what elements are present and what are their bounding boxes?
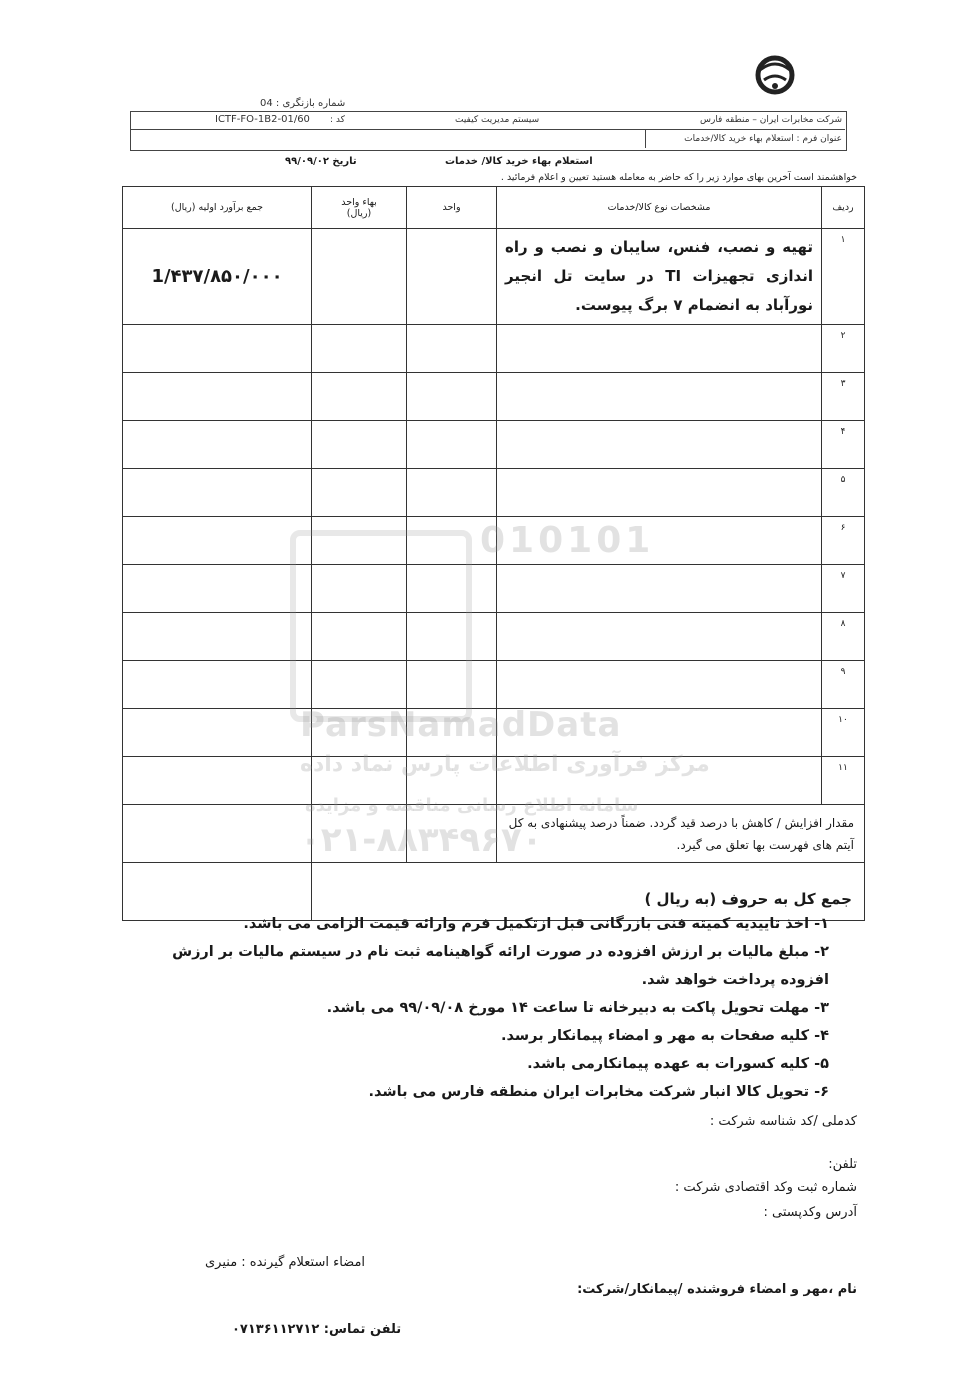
row-unit: [407, 229, 497, 325]
header-divider: [130, 129, 845, 130]
address-field: آدرس وکدپستی :: [763, 1205, 857, 1220]
watermark-brand: ParsNamadData: [300, 705, 622, 745]
registration-field: شماره ثبت وکد اقتصادی شرکت :: [674, 1180, 857, 1195]
row-spec: [497, 421, 822, 469]
revision-number: شماره بازنگری : 04: [260, 98, 346, 109]
row-spec: [497, 373, 822, 421]
form-title: عنوان فرم : استعلام بهاء خرید کالا/خدمات: [684, 134, 842, 144]
row-number: ۶: [822, 517, 865, 565]
inquirer-signature: امضاء استعلام گیرنده : منیری: [205, 1255, 366, 1270]
watermark-line1: مرکز فرآوری اطلاعات پارس نماد داده: [300, 752, 710, 777]
row-number: ۹: [822, 661, 865, 709]
phone-field: تلفن:: [828, 1157, 857, 1172]
row-total: [123, 325, 312, 373]
row-unit: [407, 325, 497, 373]
percent-cell-total: [123, 805, 312, 863]
col-header-row: ردیف: [822, 187, 865, 229]
row-spec: [497, 469, 822, 517]
row-spec: تهیه و نصب، فنس، سایبان و نصب و راه اندازی تجهیزات TI در سایت تل انجیر نورآباد به انضمام ۷ برگ پیوست.: [497, 229, 822, 325]
row-number: ۱: [822, 229, 865, 325]
row-number: ۱۱: [822, 757, 865, 805]
row-price: [312, 229, 407, 325]
code-value: ICTF-FO-1B2-01/60: [215, 114, 310, 125]
row-number: ۴: [822, 421, 865, 469]
row-spec: [497, 325, 822, 373]
table-row: [123, 229, 865, 325]
total-in-words: جمع کل به حروف (به ریال ): [312, 863, 865, 921]
table-row: [123, 373, 865, 421]
row-number: ۷: [822, 565, 865, 613]
row-number: ۱۰: [822, 709, 865, 757]
row-unit: [407, 373, 497, 421]
note-item: ۶- تحویل کالا انبار شرکت مخابرات ایران منطقه فارس می باشد.: [368, 1084, 829, 1100]
row-spec: [497, 565, 822, 613]
row-spec: [497, 661, 822, 709]
col-header-spec: مشخصات نوع کالا/خدمات: [497, 187, 822, 229]
col-header-unit-price: [312, 187, 407, 229]
note-item: ۱- اخذ تاییدیه کمیته فنی بازرگانی قبل ازتکمیل فرم وارائه قیمت الزامی می باشد.: [243, 916, 829, 932]
code-label: کد :: [330, 115, 345, 125]
row-unit: [407, 421, 497, 469]
row-total: [123, 517, 312, 565]
note-item: ۵- کلیه کسورات به عهده پیمانکارمی باشد.: [527, 1056, 829, 1072]
row-total: [123, 469, 312, 517]
doc-title: استعلام بهاء خرید کالا/ خدمات: [445, 156, 593, 167]
row-number: ۵: [822, 469, 865, 517]
contact-phone: تلفن تماس: ۰۷۱۳۶۱۱۲۷۱۲: [232, 1322, 402, 1337]
row-total: [123, 613, 312, 661]
note-item: ۴- کلیه صفحات به مهر و امضاء پیمانکار برسد.: [501, 1028, 829, 1044]
col-header-total: جمع برآورد اولیه (ریال): [123, 187, 312, 229]
table-row: [123, 565, 865, 613]
header-divider-vertical: [645, 129, 646, 148]
percent-note: مقدار افزایش / کاهش با درصد قید گردد. ضمناً درصد پیشنهادی به کل آیتم های فهرست بها تعلق می گیرد.: [497, 805, 865, 863]
row-price: [312, 421, 407, 469]
row-number: ۸: [822, 613, 865, 661]
company-logo: [750, 50, 800, 100]
company-name: شرکت مخابرات ایران – منطقه فارس: [699, 115, 842, 125]
table-row: [123, 613, 865, 661]
row-total: [123, 421, 312, 469]
row-unit: [407, 469, 497, 517]
watermark-book-icon: [290, 530, 472, 722]
quality-system: سیستم مدیریت کیفیت: [455, 115, 540, 125]
row-price: [312, 469, 407, 517]
table-row: [123, 421, 865, 469]
row-number: ۳: [822, 373, 865, 421]
row-price: [312, 325, 407, 373]
row-number: ۲: [822, 325, 865, 373]
watermark-digits: 010101: [480, 520, 655, 561]
vendor-signature: نام ،مهر و امضاء فروشنده /پیمانکار/شرکت:: [577, 1282, 857, 1297]
watermark-line2: سامانه اطلاع رسانی مناقصه و مزایده: [305, 795, 639, 816]
doc-date: تاریخ ۹۹/۰۹/۰۲: [285, 156, 357, 167]
row-total: [123, 373, 312, 421]
row-total: [123, 565, 312, 613]
national-id-field: کدملی /کد شناسه شرکت :: [709, 1114, 857, 1129]
col-header-unit-price-label: بهاء واحد: [341, 196, 377, 208]
watermark-phone: ۰۲۱-۸۸۳۴۹۶۷۰: [300, 820, 543, 860]
col-header-unit: واحد: [407, 187, 497, 229]
row-total: [123, 661, 312, 709]
notes-list: [129, 910, 829, 1106]
col-header-unit-price-sub: (ریال): [346, 207, 372, 219]
table-row: [123, 661, 865, 709]
row-total: [123, 757, 312, 805]
table-row: [123, 325, 865, 373]
intro-text: خواهشمند است آخرین بهای موارد زیر را که حاضر به معامله هستید تعیین و اعلام فرمائید .: [500, 172, 857, 183]
note-item: ۲- مبلغ مالیات بر ارزش افزوده در صورت ارائه گواهینامه ثبت نام در سیستم مالیات بر ارزش افزوده پرداخت خواهد شد.: [172, 944, 829, 988]
row-total: [123, 709, 312, 757]
table-row: [123, 469, 865, 517]
row-spec: [497, 613, 822, 661]
row-total: 1/۴۳۷/۸۵۰/۰۰۰: [123, 229, 312, 325]
row-price: [312, 373, 407, 421]
note-item: ۳- مهلت تحویل پاکت به دبیرخانه تا ساعت ۱۴ مورخ ۹۹/۰۹/۰۸ می باشد.: [326, 1000, 829, 1016]
